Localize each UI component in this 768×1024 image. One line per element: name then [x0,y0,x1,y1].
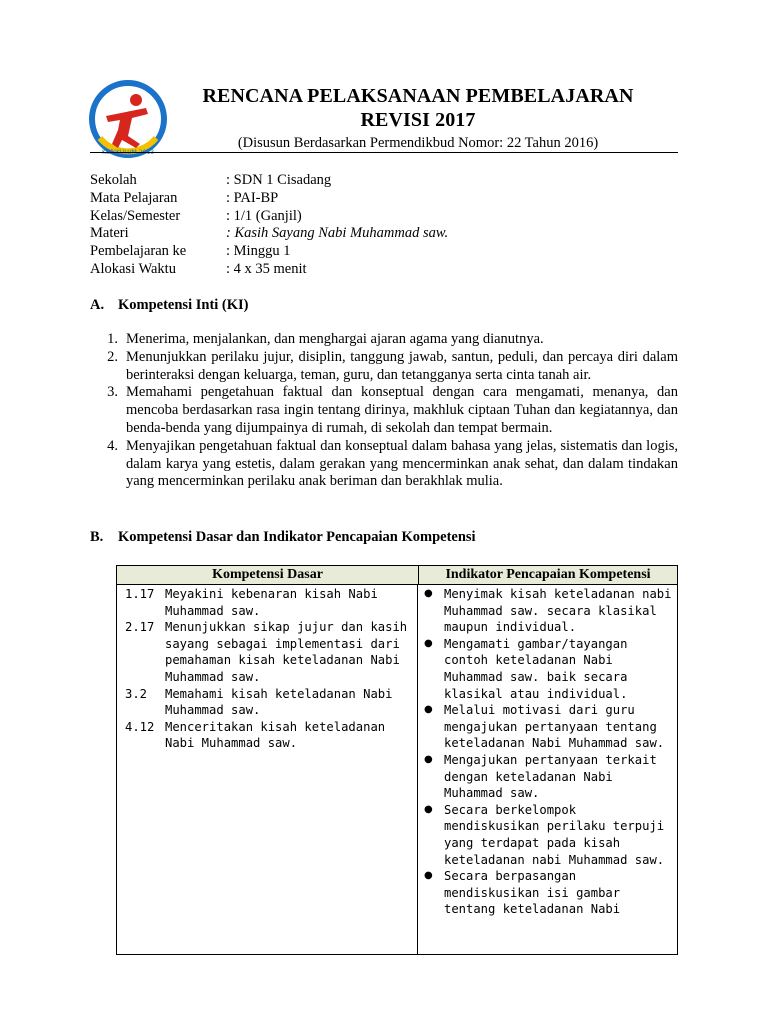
identity-value: : Minggu 1 [226,243,291,260]
indicator-text: Melalui motivasi dari guru mengajukan pertanyaan tentang keteladanan Nabi Muhammad saw. [444,703,665,751]
identity-block [90,172,448,279]
section-title: Kompetensi Inti (KI) [118,297,249,313]
identity-row-alokasi [90,261,448,279]
list-item [90,384,678,437]
identity-row-kelas [90,208,448,226]
identity-value: : Kasih Sayang Nabi Muhammad saw. [226,225,449,242]
list-item [90,349,678,385]
identity-label: Kelas/Semester [90,207,181,224]
indicator-item [424,702,673,752]
indicator-text: Secara berkelompok mendiskusikan perilaku terpuji yang terdapat pada kisah keteladanan nabi Muhammad saw. [444,802,665,867]
kd-code: 3.2 [125,686,148,701]
kd-code: 4.12 [125,719,155,734]
identity-label: Pembelajaran ke [90,243,187,260]
kd-indicator-table [116,565,678,955]
bullet-icon: ● [424,637,433,649]
kd-text: Meyakini kebenaran kisah Nabi Muhammad saw. [165,587,378,618]
identity-row-pembelajaran [90,243,448,261]
identity-value: : PAI-BP [226,189,279,206]
bullet-icon: ● [424,753,433,765]
kd-column [117,585,418,955]
kd-code: 2.17 [125,620,155,635]
kd-item [125,619,413,685]
document-subtitle: (Disusun Berdasarkan Permendikbud Nomor: 22 Tahun 2016) [237,135,599,151]
document-title-line1: RENCANA PELAKSANAAN PEMBELAJARAN [202,85,634,107]
list-text: Menunjukkan perilaku jujur, disiplin, tanggung jawab, santun, peduli, dan percaya diri dalam berinteraksi dengan keluarga, teman, guru, dan tetangganya serta cinta tanah air. [126,348,678,383]
identity-label: Materi [90,225,129,242]
kd-item [125,686,413,719]
kd-code: 1.17 [125,587,155,601]
kd-text: Menunjukkan sikap jujur dan kasih sayang sebagai implementasi dari pemahaman kisah keteladanan Nabi Muhammad saw. [165,620,408,684]
list-text: Memahami pengetahuan faktual dan konseptual dengan cara mengamati, menanya, dan mencoba berdasarkan rasa ingin tentang dirinya, makhluk ciptaan Tuhan dan kegiatannya, dan benda-benda yang dijumpainya di rumah, di sekolah dan tempat bermain. [126,384,678,436]
column-header-kd: Kompetensi Dasar [117,566,419,584]
logo-text: KURIKULUM 2013 [101,149,155,156]
table-body [117,585,677,955]
section-a-heading [90,297,249,314]
section-letter: A. [90,297,105,313]
list-number: 4. [107,437,118,454]
identity-value: : 1/1 (Ganjil) [226,207,302,224]
indicator-text: Secara berpasangan mendiskusikan isi gambar tentang keteladanan Nabi [444,869,621,917]
identity-label: Alokasi Waktu [90,260,176,277]
indicator-item [424,802,673,868]
kd-item [125,586,413,619]
identity-value: : SDN 1 Cisadang [226,172,332,188]
identity-row-mapel [90,190,448,208]
bullet-icon: ● [424,588,433,599]
identity-row-sekolah [90,172,448,190]
list-item [90,438,678,491]
indicator-text: Mengamati gambar/tayangan contoh keteladanan Nabi Muhammad saw. baik secara klasikal atau individual. [444,636,628,701]
list-item [90,331,678,349]
title-block [168,84,668,152]
indicator-item [424,636,673,702]
indicator-text: Menyimak kisah keteladanan nabi Muhammad saw. secara klasikal maupun individual. [444,587,672,635]
identity-value: : 4 x 35 menit [226,260,307,277]
column-header-indicator: Indikator Pencapaian Kompetensi [445,567,651,582]
list-text: Menyajikan pengetahuan faktual dan konseptual dalam bahasa yang jelas, sistematis dan logis, dalam karya yang estetis, dalam gerakan yang mencerminkan anak sehat, dan dalam tindakan yang mencerminkan perilaku anak beriman dan berakhlak mulia. [126,437,678,490]
list-number: 3. [107,384,118,401]
indicator-column [418,585,677,955]
kurikulum-2013-logo [88,78,168,160]
indicator-item [424,752,673,802]
bullet-icon: ● [424,870,433,882]
indicator-item [424,586,673,636]
header-divider [90,152,678,153]
section-title: Kompetensi Dasar dan Indikator Pencapaian Kompetensi [118,529,476,545]
bullet-icon: ● [424,704,433,716]
list-text: Menerima, menjalankan, dan menghargai ajaran agama yang dianutnya. [126,331,544,347]
identity-label: Sekolah [90,172,137,188]
indicator-text: Mengajukan pertanyaan terkait dengan keteladanan Nabi Muhammad saw. [444,752,657,801]
section-b-heading [90,529,476,546]
section-letter: B. [90,529,104,545]
kd-text: Memahami kisah keteladanan Nabi Muhammad saw. [165,686,393,718]
kd-text: Menceritakan kisah keteladanan Nabi Muhammad saw. [165,719,386,751]
identity-label: Mata Pelajaran [90,189,178,206]
indicator-item [424,868,673,918]
identity-row-materi [90,225,448,243]
ki-list [90,331,678,491]
bullet-icon: ● [424,803,433,815]
kd-item [125,719,413,752]
table-header [117,566,677,585]
list-number: 1. [107,331,118,347]
document-title-line2: REVISI 2017 [360,109,476,131]
list-number: 2. [107,348,118,365]
